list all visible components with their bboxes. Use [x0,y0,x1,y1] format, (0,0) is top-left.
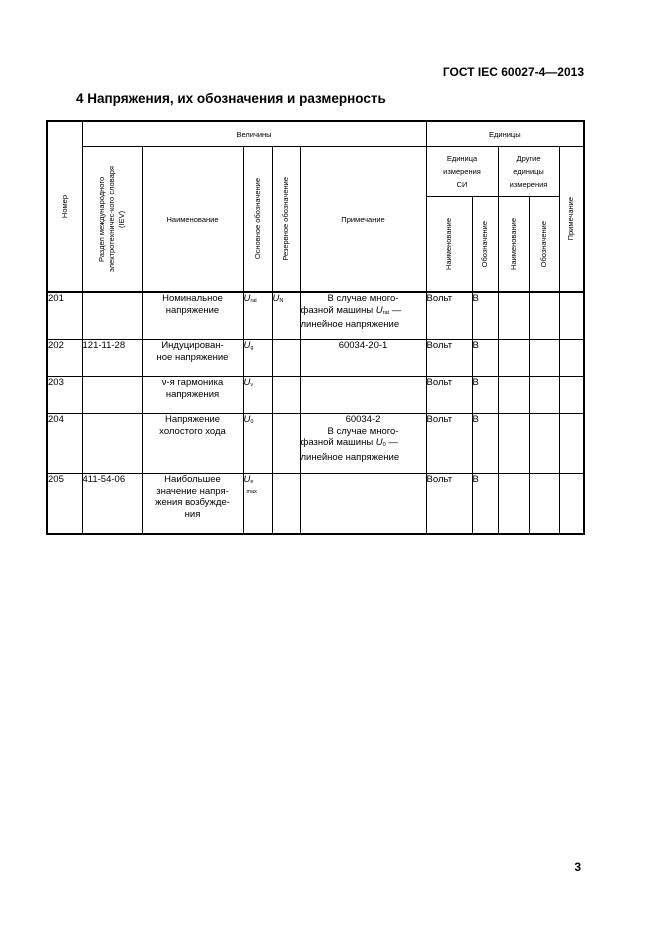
row-symbol: $U_0$ [243,414,272,474]
row-other-name [498,340,529,377]
row-name: Номинальное напряжение [142,293,243,340]
table-row [47,377,584,414]
row-alt-symbol [272,340,300,377]
row-symbol: $U_{rat}$ [243,293,272,340]
row-name: Индуцирован- ное напряжение [142,340,243,377]
col-other-symbol-header: Обозначение [529,197,559,292]
row-note: 60034-20-1 [300,340,426,377]
row-unit-name: Вольт [426,474,472,534]
row-alt-symbol [272,474,300,534]
row-unit-note [559,293,584,340]
row-other-symbol [529,340,559,377]
row-name: Наибольшее значение напря- жения возбужде- ния [142,474,243,534]
row-unit-name: Вольт [426,414,472,474]
col-number-header: Номер [47,121,82,292]
row-other-symbol [529,414,559,474]
table-row [47,474,584,534]
row-symbol: $U_\nu$ [243,377,272,414]
row-number: 204 [47,414,82,474]
table-row [47,414,584,474]
row-unit-note [559,414,584,474]
row-name: ν-я гармоника напряжения [142,377,243,414]
row-symbol: $U_g$ [243,340,272,377]
row-unit-symbol: В [472,293,498,340]
row-unit-name: Вольт [426,377,472,414]
row-unit-symbol: В [472,474,498,534]
row-other-name [498,414,529,474]
si-unit-header: Единица измерения СИ [426,147,498,197]
row-note: В случае много- фазной машины $U_{rat}$ — линейное напряжение [300,293,426,340]
row-other-symbol [529,377,559,414]
row-symbol: $U_e$ max [243,474,272,534]
row-note: 60034-2 В случае много- фазной машины $U_0$ — линейное напряжение [300,414,426,474]
row-alt-symbol [272,377,300,414]
col-reserve-symbol-header: Резервное обозначение [272,147,300,292]
row-unit-note [559,340,584,377]
row-unit-note [559,377,584,414]
row-iev: 121-11-28 [82,340,142,377]
row-unit-symbol: В [472,340,498,377]
col-unit-name-header: Наименование [426,197,472,292]
row-other-name [498,474,529,534]
row-alt-symbol [272,414,300,474]
row-note [300,377,426,414]
page-number: 3 [574,860,581,874]
row-iev [82,293,142,340]
row-unit-symbol: В [472,414,498,474]
row-note [300,474,426,534]
row-iev [82,414,142,474]
row-name: Напряжение холостого хода [142,414,243,474]
row-number: 201 [47,293,82,340]
row-iev: 411-54-06 [82,474,142,534]
row-unit-name: Вольт [426,293,472,340]
row-other-symbol [529,474,559,534]
row-number: 203 [47,377,82,414]
row-other-name [498,377,529,414]
table-row [47,293,584,340]
quantities-table [46,120,585,535]
col-note-header: Примечание [300,147,426,292]
row-unit-note [559,474,584,534]
col-name-header: Наименование [142,147,243,292]
row-iev [82,377,142,414]
col-unit-symbol-header: Обозначение [472,197,498,292]
row-unit-symbol: В [472,377,498,414]
row-unit-name: Вольт [426,340,472,377]
units-header: Единицы [426,121,584,147]
col-unit-note-header: Примечание [559,147,584,292]
row-number: 205 [47,474,82,534]
section-title: 4 Напряжения, их обозначения и размерность [76,91,386,106]
table-row [47,340,584,377]
row-alt-symbol: $U_N$ [272,293,300,340]
row-other-name [498,293,529,340]
col-iev-header: Раздел международного электротехничес-кого словаря (IEV) [82,147,142,292]
col-main-symbol-header: Основное обозначение [243,147,272,292]
row-number: 202 [47,340,82,377]
standard-code: ГОСТ IEC 60027-4—2013 [442,65,584,79]
row-other-symbol [529,293,559,340]
quantities-header: Величины [82,121,426,147]
col-other-name-header: Наименование [498,197,529,292]
other-units-header: Другие единицы измерения [498,147,559,197]
